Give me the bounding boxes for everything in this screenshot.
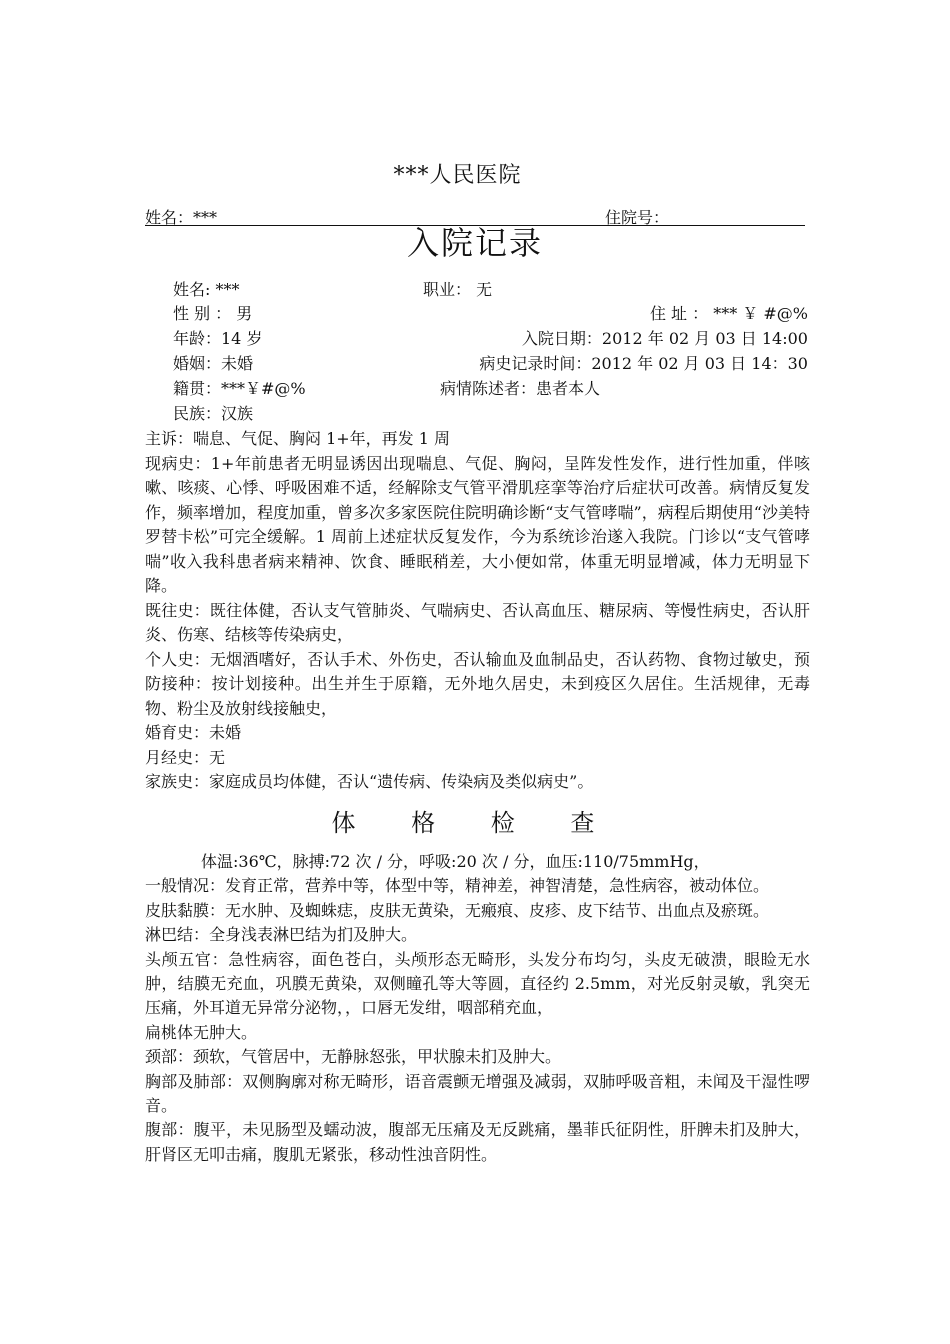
exam-skin: 皮肤黏膜：无水肿、及蜘蛛痣，皮肤无黄染，无瘢痕、皮疹、皮下结节、出血点及瘀斑。 (145, 900, 770, 920)
exam-lymph: 淋巴结：全身浅表淋巴结为扪及肿大。 (145, 925, 418, 945)
patient-age: 年龄：14 岁 (173, 329, 263, 348)
vital-signs: 体温:36℃，脉搏:72 次 / 分，呼吸:20 次 / 分，血压:110/75mmHg， (201, 852, 710, 871)
patient-occupation: 职业： 无 (423, 280, 493, 299)
history-narrator: 病情陈述者：患者本人 (440, 379, 601, 398)
history-section (145, 427, 810, 795)
marital-history: 婚育史：未婚 (145, 723, 242, 742)
exam-head: 头颅五官：急性病容，面色苍白，头颅形态无畸形，头发分布均匀，头皮无破溃，眼睑无水肿，结膜无充血，巩膜无黄染，双侧瞳孔等大等圆，直径约 2.5mm，对光反射灵敏，乳突无压痛，外耳道无异常分泌物，，口唇无发绀，咽部稍充血， (145, 949, 810, 1018)
chief-complaint: 主诉：喘息、气促、胸闷 1+年，再发 1 周 (145, 429, 451, 448)
exam-general: 一般情况：发育正常，营养中等，体型中等，精神差，神智清楚，急性病容，被动体位。 (145, 876, 770, 896)
exam-abdomen: 腹部：腹平，未见肠型及蠕动波，腹部无压痛及无反跳痛，墨菲氏征阴性，肝脾未扪及肿大，肝肾区无叩击痛，腹肌无紧张，移动性浊音阴性。 (145, 1120, 810, 1164)
patient-ethnicity: 民族：汉族 (173, 404, 254, 423)
patient-address: 住 址 ： *** ￥ #@% (649, 304, 808, 323)
past-history: 既往史：既往体健，否认支气管肺炎、气喘病史、否认高血压、糖尿病、等慢性病史，否认肝炎、伤寒、结核等传染病史， (145, 600, 810, 644)
admission-date: 入院日期：2012 年 02 月 03 日 14:00 (521, 329, 808, 348)
menstrual-history: 月经史：无 (145, 747, 226, 767)
patient-sex: 性 别 ： 男 (173, 304, 253, 323)
personal-history: 个人史：无烟酒嗜好，否认手术、外伤史，否认输血及血制品史，否认药物、食物过敏史，预防接种：按计划接种。出生并生于原籍，无外地久居史，未到疫区久居住。生活规律，无毒物、粉尘及放射线接触史， (145, 649, 810, 718)
record-title: 入院记录 (406, 224, 543, 262)
exam-neck: 颈部：颈软，气管居中，无静脉怒张，甲状腺未扪及肿大。 (145, 1047, 562, 1067)
history-record-time: 病史记录时间：2012 年 02 月 03 日 14：30 (479, 354, 808, 373)
physical-exam-section (145, 850, 810, 1167)
family-history: 家族史：家庭成员均体健，否认“遗传病、传染病及类似病史”。 (145, 772, 594, 791)
header-admission-number: 住院号： (605, 208, 670, 227)
patient-marriage: 婚姻：未婚 (173, 354, 254, 373)
patient-name: 姓名: *** (173, 280, 240, 299)
physical-exam-title: 体 格 检 查 (331, 809, 619, 837)
present-illness: 现病史：1+年前患者无明显诱因出现喘息、气促、胸闷，呈阵发性发作，进行性加重，伴咳嗽、咳痰、心悸、呼吸困难不适，经解除支气管平滑肌痉挛等治疗后症状可改善。病情反复发作，频率增加，程度加重，曾多次多家医院住院明确诊断“支气管哮喘”，病程后期使用“沙美特罗替卡松”可完全缓解。1 周前上述症状反复发作，今为系统诊治遂入我院。门诊以“支气管哮喘”收入我科患者病来精神、饮食、睡眠稍差，大小便如常，体重无明显增减，体力无明显下降。 (145, 453, 810, 595)
hospital-name: ***人民医院 (393, 163, 522, 188)
header-patient-name: 姓名：*** (145, 208, 218, 227)
patient-native-place: 籍贯：***￥#@% (173, 379, 306, 398)
exam-tonsil: 扁桃体无肿大。 (145, 1022, 258, 1042)
exam-chest: 胸部及肺部：双侧胸廓对称无畸形，语音震颤无增强及减弱，双肺呼吸音粗，未闻及干湿性啰音。 (145, 1071, 810, 1116)
